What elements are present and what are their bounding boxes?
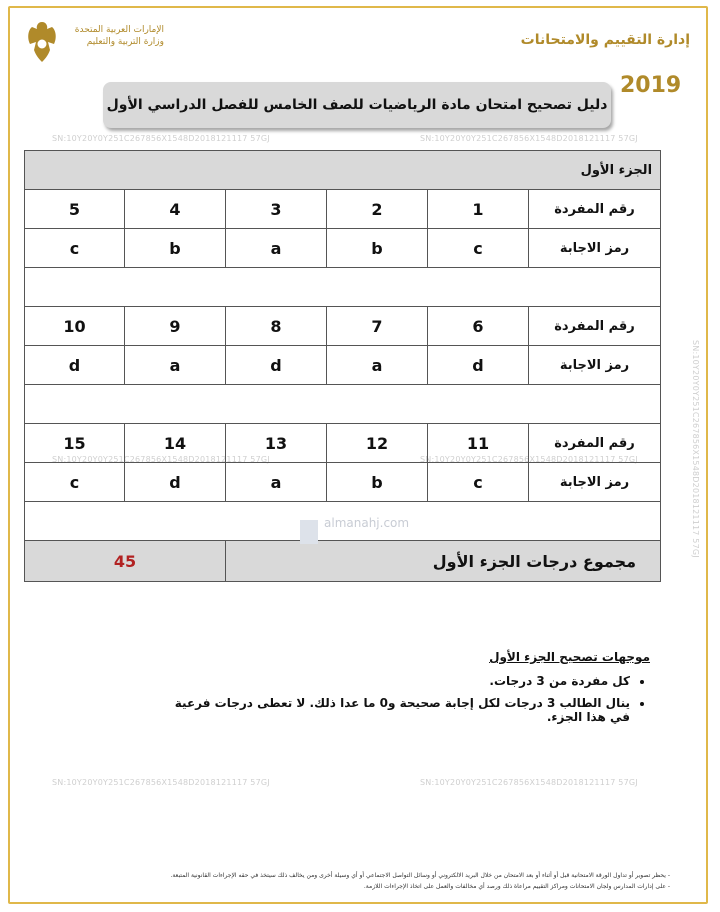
item-number-cell: 14 <box>125 424 226 463</box>
answer-code-cell: c <box>428 229 529 268</box>
site-watermark-text: almanahj.com <box>324 516 410 530</box>
ministry-name <box>64 24 164 48</box>
item-number-cell: 7 <box>327 307 428 346</box>
total-score: 45 <box>25 541 226 582</box>
item-number-cell: 2 <box>327 190 428 229</box>
answer-code-label: رمز الاجابة <box>529 463 661 502</box>
answer-code-row <box>25 229 661 268</box>
answer-code-cell: a <box>327 346 428 385</box>
grading-notes <box>170 650 650 732</box>
item-number-row <box>25 307 661 346</box>
answer-code-cell: b <box>327 229 428 268</box>
item-number-cell: 4 <box>125 190 226 229</box>
year-logo-text: 2019 <box>620 73 682 98</box>
serial-watermark: SN:10Y20Y0Y251C267856X1548D2018121117 57GJ <box>420 134 638 143</box>
exam-title-text: دليل تصحيح امتحان مادة الرياضيات للصف الخامس للفصل الدراسي الأول <box>106 97 608 113</box>
item-number-cell: 3 <box>226 190 327 229</box>
item-number-cell: 9 <box>125 307 226 346</box>
item-number-row <box>25 424 661 463</box>
answer-code-cell: d <box>428 346 529 385</box>
spacer-row <box>25 385 661 424</box>
notes-item: • ينال الطالب 3 درجات لكل إجابة صحيحة و0 ما عدا ذلك. لا تعطى درجات فرعية في هذا الجزء. <box>170 696 630 724</box>
item-number-cell: 5 <box>25 190 125 229</box>
item-number-label: رقم المفردة <box>529 424 661 463</box>
serial-watermark: SN:10Y20Y0Y251C267856X1548D2018121117 57GJ <box>420 778 638 787</box>
site-watermark-icon <box>298 518 322 548</box>
item-number-cell: 11 <box>428 424 529 463</box>
item-number-cell: 10 <box>25 307 125 346</box>
item-number-label: رقم المفردة <box>529 190 661 229</box>
notes-item: • كل مفردة من 3 درجات. <box>170 674 630 688</box>
serial-watermark: SN:10Y20Y0Y251C267856X1548D2018121117 57GJ <box>52 778 270 787</box>
notes-title: موجهات تصحيح الجزء الأول <box>489 650 650 664</box>
item-number-cell: 12 <box>327 424 428 463</box>
section-title: الجزء الأول <box>25 151 661 190</box>
notes-list <box>170 674 650 724</box>
item-number-label: رقم المفردة <box>529 307 661 346</box>
answer-code-cell: a <box>125 346 226 385</box>
answer-code-cell: c <box>25 463 125 502</box>
item-number-cell: 1 <box>428 190 529 229</box>
footer-disclaimer <box>160 870 670 892</box>
answer-code-label: رمز الاجابة <box>529 346 661 385</box>
answer-code-cell: b <box>327 463 428 502</box>
spacer-row <box>25 268 661 307</box>
answer-code-cell: a <box>226 463 327 502</box>
answer-code-cell: c <box>25 229 125 268</box>
answer-code-cell: a <box>226 229 327 268</box>
answer-code-cell: d <box>226 346 327 385</box>
item-number-cell: 13 <box>226 424 327 463</box>
item-number-cell: 15 <box>25 424 125 463</box>
answer-code-cell: b <box>125 229 226 268</box>
footer-line-1: - يحظر تصوير أو تداول الورقة الامتحانية قبل أو أثناء أو بعد الامتحان من خلال البريد الالكتروني أو وسائل التواصل الاجتماعي أو أي وسيلة أخرى ومن يخالف ذلك سيتخذ في حقه الإجراءات القانونية المتبعة. <box>170 872 670 879</box>
answer-code-label: رمز الاجابة <box>529 229 661 268</box>
answer-code-row <box>25 346 661 385</box>
answer-code-cell: d <box>125 463 226 502</box>
total-label: مجموع درجات الجزء الأول <box>226 541 661 582</box>
answer-code-cell: d <box>25 346 125 385</box>
ministry-line-2: وزارة التربية والتعليم <box>86 37 164 47</box>
site-watermark <box>292 512 432 592</box>
department-title: إدارة التقييم والامتحانات <box>520 32 690 48</box>
ministry-line-1: الإمارات العربية المتحدة <box>74 25 164 35</box>
item-number-cell: 8 <box>226 307 327 346</box>
section-header-row <box>25 151 661 190</box>
serial-watermark: SN:10Y20Y0Y251C267856X1548D2018121117 57GJ <box>52 455 270 464</box>
serial-watermark: SN:10Y20Y0Y251C267856X1548D2018121117 57GJ <box>52 134 270 143</box>
answer-code-row <box>25 463 661 502</box>
serial-watermark: SN:10Y20Y0Y251C267856X1548D2018121117 57GJ <box>420 455 638 464</box>
answer-code-cell: c <box>428 463 529 502</box>
item-number-cell: 6 <box>428 307 529 346</box>
exam-title <box>103 82 611 128</box>
serial-watermark-vertical: SN:10Y20Y0Y251C267856X1548D2018121117 57GJ <box>691 340 700 558</box>
item-number-row <box>25 190 661 229</box>
uae-emblem-icon <box>24 18 60 66</box>
year-2019-logo-icon <box>618 62 682 102</box>
footer-line-2: - على إدارات المدارس ولجان الامتحانات ومراكز التقييم مراعاة ذلك ورصد أي مخالفات والعمل على اتخاذ الإجراءات اللازمة. <box>363 883 670 890</box>
